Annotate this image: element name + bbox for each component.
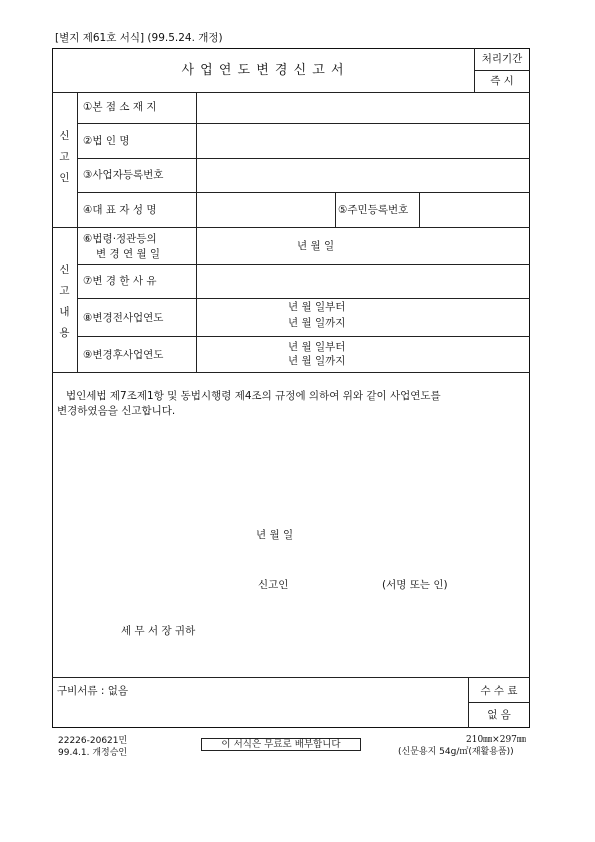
content-section-char: 고: [59, 285, 70, 297]
divider: [419, 192, 420, 227]
divider: [52, 227, 530, 228]
recipient: 세 무 서 장 귀하: [121, 625, 196, 637]
signature-note: (서명 또는 인): [382, 579, 448, 591]
form-code: 22226-20621민: [58, 736, 128, 746]
processing-period-label: 처리기간: [481, 53, 523, 65]
before-period-from[interactable]: 년 월 일부터: [288, 301, 346, 313]
divider: [52, 372, 530, 373]
before-period-label: ⑧변경전사업연도: [83, 312, 164, 324]
form-number-label: [별지 제61호 서식] (99.5.24. 개정): [55, 32, 223, 44]
divider: [77, 158, 530, 159]
rep-name-field[interactable]: [198, 194, 333, 226]
rep-name-label: ④대 표 자 성 명: [83, 204, 157, 216]
biz-reg-no-field[interactable]: [198, 160, 528, 191]
paper-size: 210㎜×297㎜: [466, 735, 526, 745]
statement-line-2: 변경하였음을 신고합니다.: [57, 405, 176, 417]
divider: [77, 264, 530, 265]
content-section-char: 내: [59, 306, 70, 318]
reporter-section-char: 고: [59, 151, 70, 163]
corp-name-field[interactable]: [198, 125, 528, 157]
divider: [77, 298, 530, 299]
reason-label: ⑦변 경 한 사 유: [83, 275, 157, 287]
biz-reg-no-label: ③사업자등록번호: [83, 169, 164, 181]
hq-address-field[interactable]: [198, 94, 528, 122]
change-date-label: ⑥법령·정관등의: [83, 233, 157, 245]
change-date-value[interactable]: 년 월 일: [297, 240, 335, 252]
before-period-to[interactable]: 년 월 일까지: [288, 317, 346, 329]
attachments: 구비서류 : 없음: [57, 685, 129, 697]
content-section-char: 용: [59, 327, 70, 339]
resident-no-label: ⑤주민등록번호: [338, 204, 409, 216]
change-date-label-2: 변 경 연 월 일: [96, 248, 161, 260]
divider: [77, 336, 530, 337]
reporter-section-char: 신: [59, 130, 70, 142]
reporter-label: 신고인: [258, 579, 289, 591]
processing-period-value: 즉 시: [490, 75, 514, 87]
content-section-char: 신: [59, 264, 70, 276]
sign-date[interactable]: 년 월 일: [256, 529, 294, 541]
corp-name-label: ②법 인 명: [83, 135, 130, 147]
divider: [52, 92, 530, 93]
divider: [77, 192, 530, 193]
free-distribution-notice: 이 서식은 무료로 배부합니다: [201, 738, 361, 751]
statement-line-1: 법인세법 제7조제1항 및 동법시행령 제4조의 규정에 의하여 위와 같이 사업연도를: [66, 390, 441, 402]
fee-label: 수 수 료: [480, 685, 518, 697]
form-title: 사 업 연 도 변 경 신 고 서: [181, 63, 345, 78]
after-period-to[interactable]: 년 월 일까지: [288, 355, 346, 367]
divider: [335, 192, 336, 227]
after-period-from[interactable]: 년 월 일부터: [288, 341, 346, 353]
divider: [77, 123, 530, 124]
divider: [196, 92, 197, 372]
divider: [52, 677, 530, 678]
divider: [468, 702, 530, 703]
divider: [77, 92, 78, 372]
paper-spec: (신문용지 54g/㎡(재활용품)): [398, 747, 514, 757]
after-period-label: ⑨변경후사업연도: [83, 349, 164, 361]
reason-field[interactable]: [198, 266, 528, 297]
hq-address-label: ①본 점 소 재 지: [83, 101, 157, 113]
fee-value: 없 음: [487, 709, 511, 721]
resident-no-field[interactable]: [421, 194, 528, 226]
approval-date: 99.4.1. 개정승인: [58, 748, 128, 758]
divider: [474, 70, 530, 71]
reporter-section-char: 인: [59, 172, 70, 184]
signature-field[interactable]: [300, 574, 378, 594]
